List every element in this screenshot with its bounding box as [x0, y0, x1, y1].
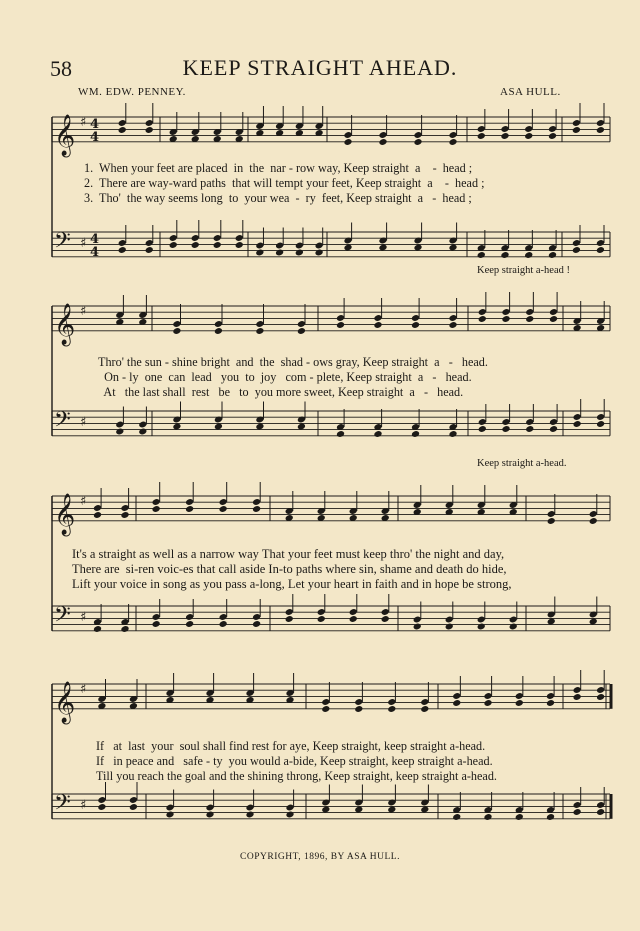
- treble-clef-icon: 𝄞: [54, 493, 76, 535]
- note-head: [413, 138, 422, 146]
- note-head: [477, 132, 486, 140]
- note-head: [573, 693, 582, 701]
- note-head: [477, 251, 486, 259]
- note-head: [349, 615, 358, 623]
- note-head: [285, 615, 294, 623]
- note-head: [596, 693, 605, 701]
- note-head: [205, 811, 214, 819]
- lyric-line: If in peace and safe - ty you would a-bide, Keep straight, keep straight a-head.: [96, 754, 493, 768]
- note-head: [297, 327, 306, 335]
- hymn-title: KEEP STRAIGHT AHEAD.: [182, 55, 458, 80]
- sharp-icon: ♯: [80, 494, 87, 509]
- note-head: [129, 803, 138, 811]
- note-head: [524, 251, 533, 259]
- note-head: [596, 808, 605, 816]
- note-head: [500, 251, 509, 259]
- bass-clef-icon: 𝄢: [54, 790, 71, 821]
- lyric-line: 2. There are way-ward paths that will tempt your feet, Keep straight a - head ;: [84, 176, 485, 190]
- note-head: [219, 620, 228, 628]
- note-head: [596, 420, 605, 428]
- lyric-line: Till you reach the goal and the shining throng, Keep straight, keep straight a-head.: [96, 769, 497, 783]
- note-head: [343, 138, 352, 146]
- note-head: [373, 321, 382, 329]
- lyric-line: It's a straight as well as a narrow way That your feet must keep thro' the night and day,: [72, 547, 505, 561]
- note-head: [378, 138, 387, 146]
- note-head: [118, 246, 127, 254]
- note-head: [548, 251, 557, 259]
- note-head: [546, 699, 555, 707]
- note-head: [478, 425, 487, 433]
- note-head: [500, 132, 509, 140]
- note-head: [448, 321, 457, 329]
- note-head: [172, 327, 181, 335]
- lyric-line: 3. Tho' the way seems long to your wea - ry feet, Keep straight a - head ;: [84, 191, 472, 205]
- note-head: [118, 126, 127, 134]
- sharp-icon: ♯: [80, 304, 87, 319]
- note-head: [315, 249, 324, 257]
- note-head: [93, 625, 102, 633]
- note-head: [275, 249, 284, 257]
- note-head: [411, 430, 420, 438]
- note-head: [165, 811, 174, 819]
- note-head: [252, 620, 261, 628]
- bass-clef-icon: 𝄢: [54, 602, 71, 633]
- note-head: [185, 620, 194, 628]
- sharp-icon: ♯: [80, 610, 87, 625]
- sharp-icon: ♯: [80, 798, 87, 813]
- note-head: [596, 246, 605, 254]
- note-head: [549, 315, 558, 323]
- note-head: [478, 315, 487, 323]
- treble-clef-icon: 𝄞: [54, 114, 76, 156]
- note-head: [573, 420, 582, 428]
- note-head: [448, 430, 457, 438]
- note-head: [411, 321, 420, 329]
- sharp-icon: ♯: [80, 415, 87, 430]
- treble-clef-icon: 𝄞: [54, 681, 76, 723]
- note-head: [336, 430, 345, 438]
- note-head: [252, 505, 261, 513]
- note-head: [515, 813, 524, 821]
- note-head: [214, 327, 223, 335]
- note-head: [120, 511, 129, 519]
- note-head: [525, 315, 534, 323]
- echo-note: Keep straight a-head !: [477, 265, 570, 276]
- note-head: [589, 517, 598, 525]
- note-head: [213, 241, 222, 249]
- note-head: [373, 430, 382, 438]
- note-head: [546, 813, 555, 821]
- note-head: [145, 246, 154, 254]
- sharp-icon: ♯: [80, 115, 87, 130]
- note-head: [336, 321, 345, 329]
- note-head: [295, 249, 304, 257]
- treble-clef-icon: 𝄞: [54, 303, 76, 345]
- page-number: 58: [50, 56, 72, 81]
- note-head: [596, 126, 605, 134]
- note-head: [169, 241, 178, 249]
- note-head: [549, 425, 558, 433]
- note-head: [413, 623, 422, 631]
- note-head: [145, 126, 154, 134]
- note-head: [285, 811, 294, 819]
- note-head: [191, 241, 200, 249]
- note-head: [483, 813, 492, 821]
- time-signature: 4: [90, 245, 100, 260]
- note-head: [509, 623, 518, 631]
- note-head: [354, 705, 363, 713]
- note-head: [573, 808, 582, 816]
- note-head: [321, 705, 330, 713]
- note-head: [572, 246, 581, 254]
- bass-clef-icon: 𝄢: [54, 407, 71, 438]
- echo-note: Keep straight a-head.: [477, 458, 567, 469]
- note-head: [93, 511, 102, 519]
- note-head: [420, 705, 429, 713]
- note-head: [448, 138, 457, 146]
- bass-clef-icon: 𝄢: [54, 228, 71, 259]
- note-head: [115, 428, 124, 436]
- sharp-icon: ♯: [80, 236, 87, 251]
- lyric-line: On - ly one can lead you to joy com - plete, Keep straight a - head.: [98, 370, 472, 384]
- note-head: [483, 699, 492, 707]
- note-head: [515, 699, 524, 707]
- copyright-notice: COPYRIGHT, 1896, BY ASA HULL.: [240, 852, 400, 862]
- note-head: [120, 625, 129, 633]
- note-head: [525, 425, 534, 433]
- note-head: [547, 517, 556, 525]
- lyric-line: At the last shall rest be to you more sweet, Keep straight a - head.: [98, 385, 464, 399]
- note-head: [97, 803, 106, 811]
- lyric-line: If at last your soul shall find rest for aye, Keep straight, keep straight a-head.: [96, 739, 486, 753]
- lyric-line: Thro' the sun - shine bright and the shad - ows gray, Keep straight a - head.: [98, 355, 488, 369]
- note-head: [381, 615, 390, 623]
- note-head: [255, 249, 264, 257]
- note-head: [235, 241, 244, 249]
- note-head: [152, 620, 161, 628]
- note-head: [185, 505, 194, 513]
- note-head: [317, 615, 326, 623]
- lyricist-credit: WM. EDW. PENNEY.: [78, 86, 186, 98]
- note-head: [445, 623, 454, 631]
- lyric-line: There are si-ren voic-es that call aside In-to paths where sin, shame and death do hide,: [72, 562, 507, 576]
- lyric-line: 1. When your feet are placed in the nar - row way, Keep straight a - head ;: [84, 161, 473, 175]
- note-head: [548, 132, 557, 140]
- note-head: [219, 505, 228, 513]
- note-head: [524, 132, 533, 140]
- time-signature: 4: [90, 117, 100, 132]
- lyric-line: Lift your voice in song as you pass a-long, Let your heart in faith and in hope be strong,: [72, 577, 512, 591]
- note-head: [255, 327, 264, 335]
- note-head: [152, 505, 161, 513]
- note-head: [501, 315, 510, 323]
- note-head: [452, 699, 461, 707]
- time-signature: 4: [90, 232, 100, 247]
- note-head: [138, 428, 147, 436]
- note-head: [501, 425, 510, 433]
- note-head: [572, 126, 581, 134]
- note-head: [452, 813, 461, 821]
- note-head: [245, 811, 254, 819]
- note-head: [387, 705, 396, 713]
- composer-credit: ASA HULL.: [500, 86, 561, 98]
- sharp-icon: ♯: [80, 682, 87, 697]
- note-head: [477, 623, 486, 631]
- time-signature: 4: [90, 130, 100, 145]
